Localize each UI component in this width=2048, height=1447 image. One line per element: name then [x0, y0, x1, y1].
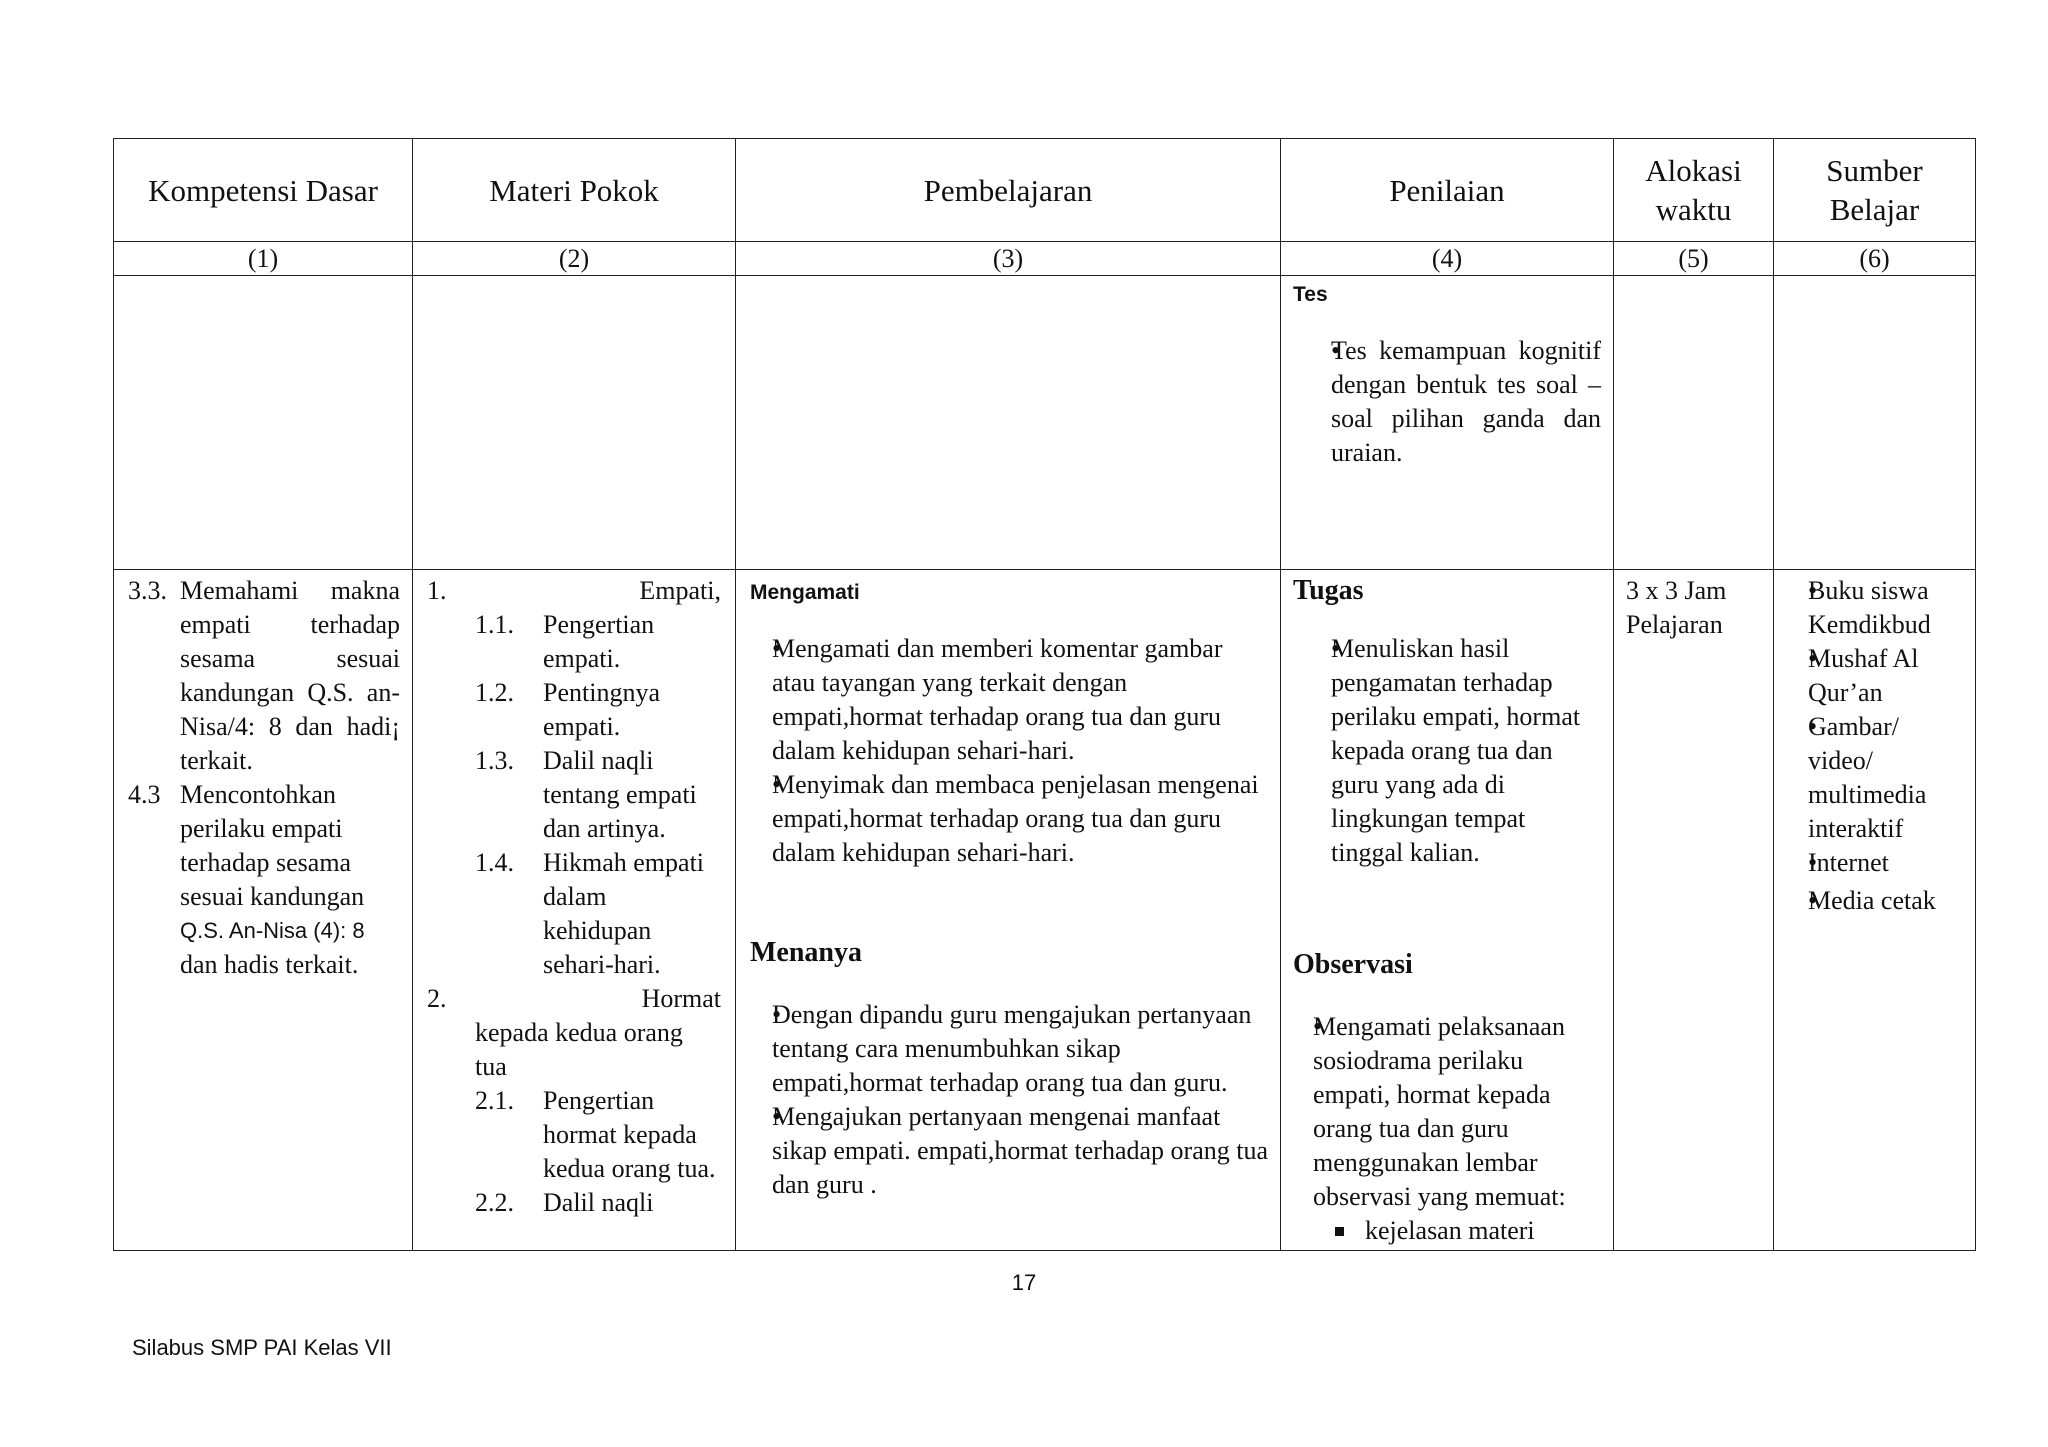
table-row [114, 570, 1976, 1251]
sub-text: Pengertian empati. [543, 610, 655, 673]
kd-text-small: Q.S. An-Nisa (4): 8 [180, 918, 365, 943]
sub-text: Dalil naqli tentang empati dan artinya. [543, 746, 697, 843]
penilaian-cell [1281, 570, 1614, 1251]
sub-number: 2.2. [475, 1188, 514, 1217]
document-title: Silabus SMP PAI Kelas VII [132, 1335, 392, 1360]
list-item: • Menuliskan hasil pengamatan terhadap perilaku empati, hormat kepada orang tua dan guru yang ada di lingkungan tempat tinggal kalian. [1293, 632, 1603, 870]
header-row [114, 139, 1976, 242]
sub-list-item [1313, 1214, 1603, 1248]
column-number: (5) [1614, 242, 1774, 276]
kompetensi-dasar-cell [114, 570, 413, 1251]
sub-item [475, 608, 721, 676]
list-item: • Tes kemampuan kognitif dengan bentuk tes soal – soal pilihan ganda dan uraian. [1293, 334, 1603, 470]
column-number: (3) [736, 242, 1281, 276]
empty-cell [114, 276, 413, 570]
list-item: • Media cetak [1784, 884, 1967, 918]
sub-number: 2.1. [475, 1086, 514, 1115]
list-item: • Mengamati dan memberi komentar gambar atau tayangan yang terkait dengan empati,hormat terhadap orang tua dan guru dalam kehidupan sehari-hari. [750, 632, 1268, 768]
materi-title: Empati, [639, 576, 721, 605]
sumber-belajar-cell [1774, 570, 1976, 1251]
sub-number: 1.2. [475, 678, 514, 707]
penilaian-heading-tes: Tes [1293, 283, 1328, 306]
kd-number: 4.3 [128, 780, 161, 809]
column-number: (1) [114, 242, 413, 276]
materi-pokok-cell [413, 570, 736, 1251]
empty-cell [1774, 276, 1976, 570]
alokasi-text: 3 x 3 Jam Pelajaran [1626, 576, 1727, 639]
table-row [114, 276, 1976, 570]
sub-item [475, 1186, 721, 1220]
kd-text: dan hadis terkait. [180, 950, 359, 979]
sub-number: 1.4. [475, 848, 514, 877]
list-item [1293, 1010, 1603, 1248]
list-item: • Menyimak dan membaca penjelasan mengenai empati,hormat terhadap orang tua dan guru dalam kehidupan sehari-hari. [750, 768, 1268, 870]
kd-text: Mencontohkan perilaku empati terhadap sesama sesuai kandungan [180, 780, 365, 911]
header-materi-pokok: Materi Pokok [413, 139, 736, 242]
column-number: (6) [1774, 242, 1976, 276]
sub-item [475, 676, 721, 744]
sub-list-text: kejelasan materi [1365, 1216, 1535, 1245]
column-number-row [114, 242, 1976, 276]
sub-text: Pengertian hormat kepada kedua orang tua. [543, 1086, 716, 1183]
header-alokasi-waktu: Alokasi waktu [1614, 139, 1774, 242]
sub-text: Hikmah empati dalam kehidupan sehari-hari. [543, 848, 705, 979]
penilaian-cell [1281, 276, 1614, 570]
list-item: • Mengajukan pertanyaan mengenai manfaat sikap empati. empati,hormat terhadap orang tua dan guru . [750, 1100, 1268, 1202]
header-penilaian: Penilaian [1281, 139, 1614, 242]
sub-number: 1.1. [475, 610, 514, 639]
list-item: • Buku siswa Kemdikbud [1784, 574, 1967, 642]
empty-cell [1614, 276, 1774, 570]
materi-title: Hormat [641, 984, 721, 1013]
sub-item [475, 846, 721, 982]
kd-number: 3.3. [128, 576, 167, 605]
list-item-text: Mengamati pelaksanaan sosiodrama perilaku empati, hormat kepada orang tua dan guru menggunakan lembar observasi yang memuat: [1313, 1012, 1566, 1211]
header-pembelajaran: Pembelajaran [736, 139, 1281, 242]
alokasi-waktu-cell [1614, 570, 1774, 1251]
kd-item [128, 778, 400, 982]
square-bullet-icon [1335, 1227, 1344, 1236]
heading-mengamati: Mengamati [750, 581, 860, 604]
column-number: (4) [1281, 242, 1614, 276]
materi-item [427, 982, 721, 1016]
kd-item [128, 574, 400, 778]
materi-number: 2. [427, 984, 447, 1013]
header-sumber-belajar: Sumber Belajar [1774, 139, 1976, 242]
heading-observasi: Observasi [1293, 949, 1413, 980]
empty-cell [413, 276, 736, 570]
sub-text: Dalil naqli [543, 1188, 654, 1217]
page-number: 17 [1011, 1270, 1037, 1295]
materi-title-cont: kepada kedua orang tua [475, 1018, 683, 1081]
heading-tugas: Tugas [1293, 575, 1364, 606]
sub-number: 1.3. [475, 746, 514, 775]
materi-item [427, 574, 721, 608]
heading-menanya: Menanya [750, 937, 862, 968]
sub-item [475, 1084, 721, 1186]
pembelajaran-cell [736, 570, 1281, 1251]
materi-number: 1. [427, 576, 447, 605]
list-item: • Mushaf Al Qur’an [1784, 642, 1967, 710]
kd-text: Memahami makna empati terhadap sesama sesuai kandungan Q.S. an-Nisa/4: 8 dan hadi¡ terkait. [180, 576, 400, 775]
list-item: • Gambar/ video/ multimedia interaktif [1784, 710, 1967, 846]
list-item: • Dengan dipandu guru mengajukan pertanyaan tentang cara menumbuhkan sikap empati,hormat terhadap orang tua dan guru. [750, 998, 1268, 1100]
empty-cell [736, 276, 1281, 570]
silabus-table [113, 138, 1976, 1251]
list-item: • Internet [1784, 846, 1967, 880]
header-kompetensi-dasar: Kompetensi Dasar [114, 139, 413, 242]
column-number: (2) [413, 242, 736, 276]
sub-text: Pentingnya empati. [543, 678, 660, 741]
sub-item [475, 744, 721, 846]
